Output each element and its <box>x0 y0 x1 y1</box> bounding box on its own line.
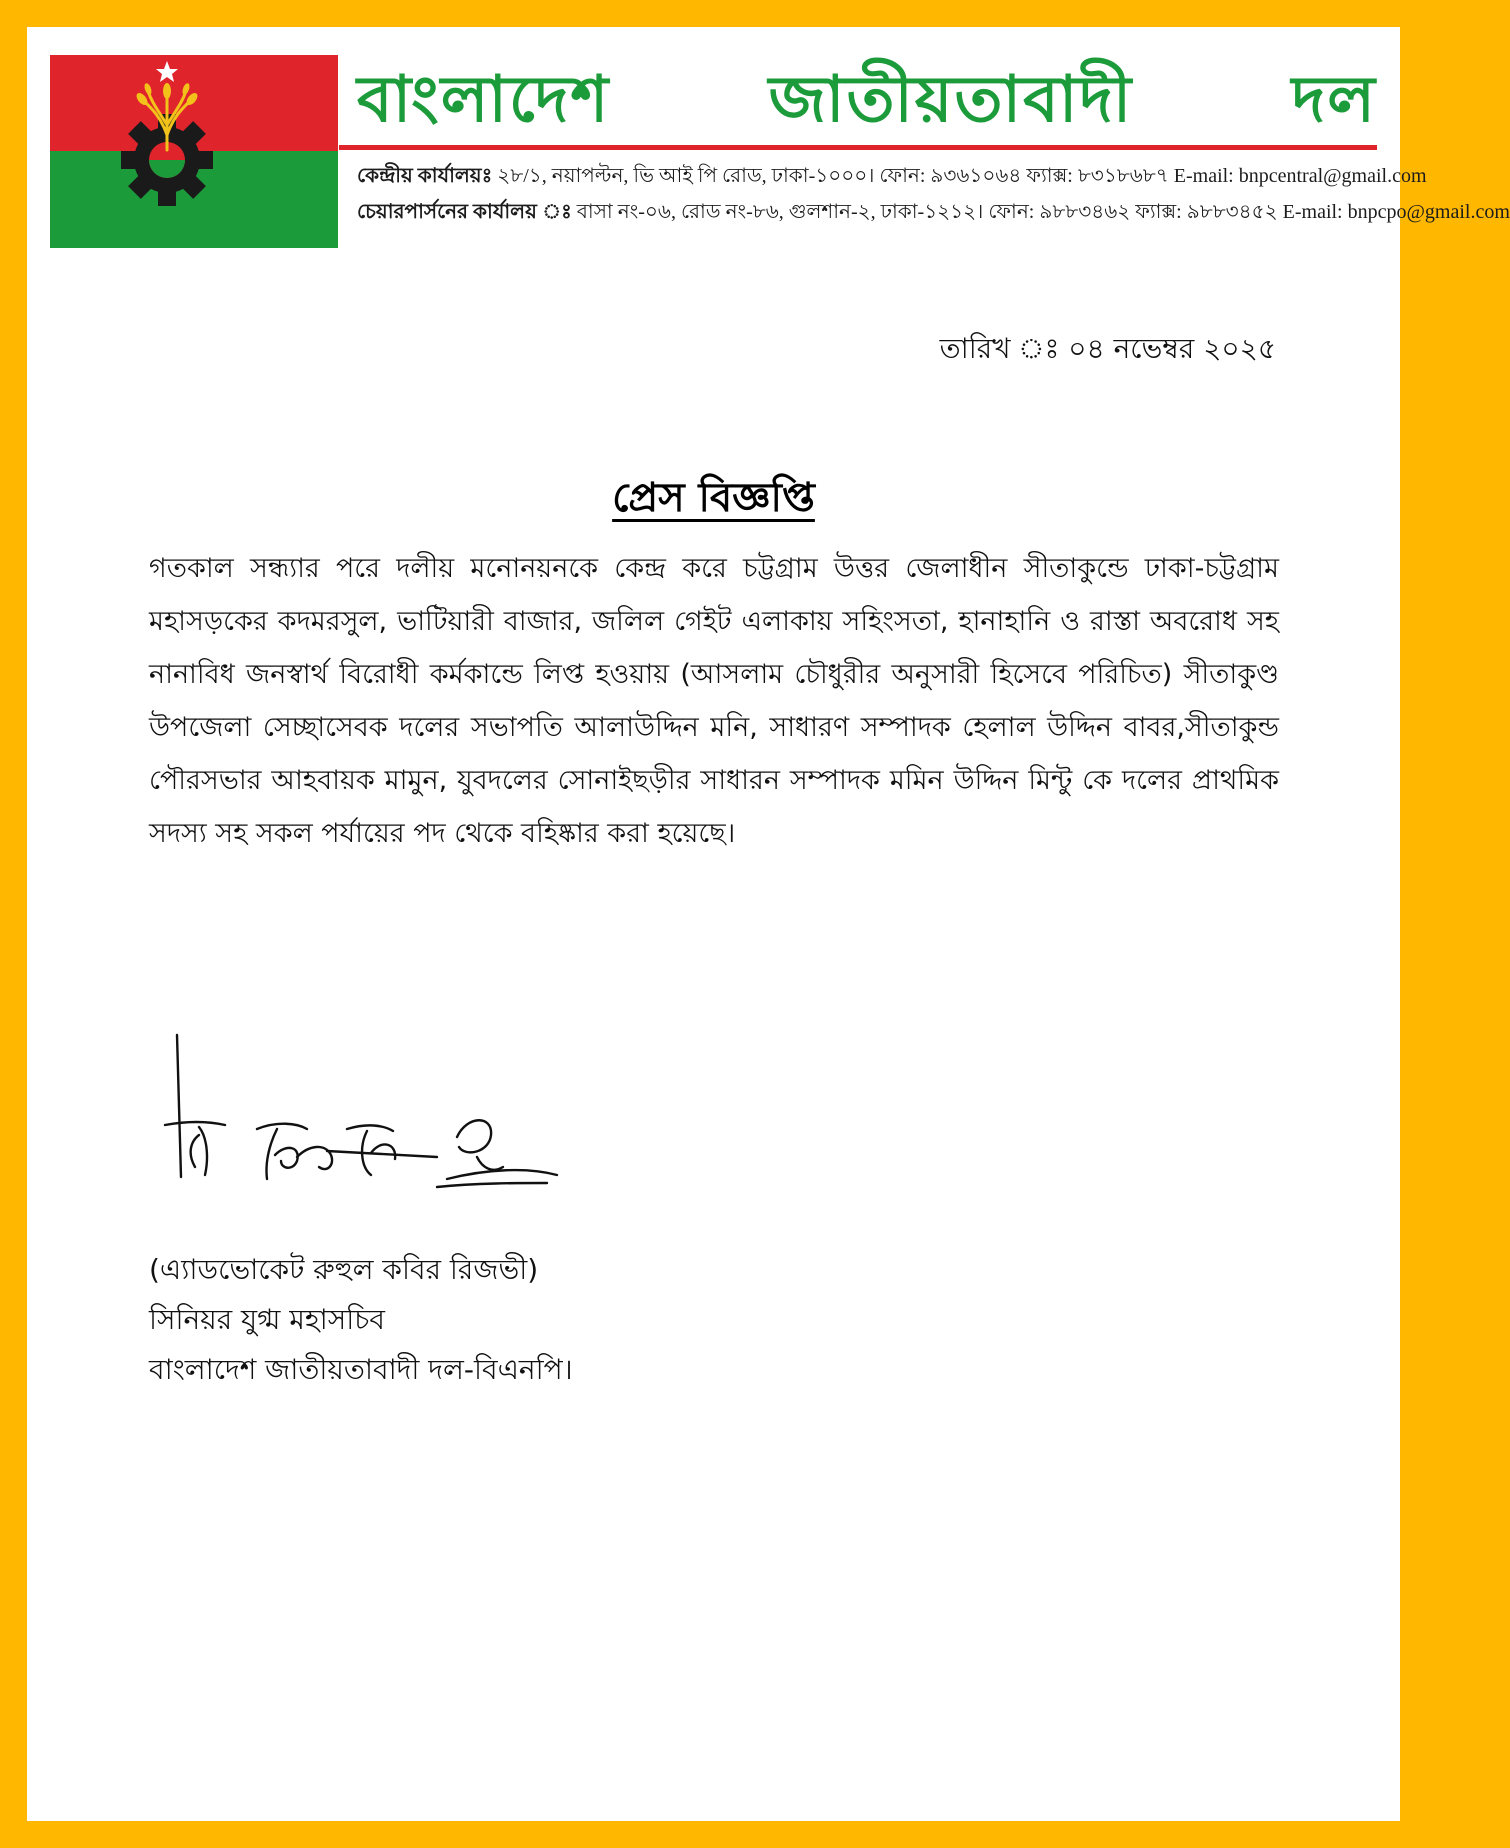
document-title <box>27 470 1400 526</box>
central-office-details: ২৮/১, নয়াপল্টন, ভি আই পি রোড, ঢাকা-১০০০। ফোন: ৯৩৬১০৬৪ ফ্যাক্স: ৮৩১৮৬৮৭ E-mail: bnpcentral@gmail.com <box>497 165 1427 187</box>
release-date: তারিখ ঃ ০৪ নভেম্বর ২০২৫ <box>939 332 1276 365</box>
document-title-text: প্রেস বিজ্ঞপ্তি <box>612 475 815 521</box>
signer-organization: বাংলাদেশ জাতীয়তাবাদী দল-বিএনপি। <box>149 1353 573 1386</box>
handwritten-signature <box>147 1017 587 1227</box>
party-name-heading: বাংলাদেশ জাতীয়তাবাদী দল <box>357 63 1377 137</box>
header-divider <box>339 145 1377 150</box>
central-office-contact <box>357 161 1427 191</box>
signer-name: (এ্যাডভোকেট রুহুল কবির রিজভী) <box>149 1253 539 1286</box>
party-flag-logo <box>50 55 338 248</box>
chairperson-office-contact <box>357 197 1510 227</box>
signer-block <box>149 1245 573 1395</box>
chairperson-office-details: বাসা নং-০৬, রোড নং-৮৬, গুলশান-২, ঢাকা-১২১২। ফোন: ৯৮৮৩৪৬২ ফ্যাক্স: ৯৮৮৩৪৫২ E-mail: bnpcpo@gmail.com <box>576 201 1510 223</box>
chairperson-office-label: চেয়ারপার্সনের কার্যালয় ঃ <box>357 201 572 223</box>
signer-designation: সিনিয়র যুগ্ম মহাসচিব <box>149 1303 385 1336</box>
press-release-page <box>27 27 1510 1821</box>
press-release-body: গতকাল সন্ধ্যার পরে দলীয় মনোনয়নকে কেন্দ্র করে চট্টগ্রাম উত্তর জেলাধীন সীতাকুন্ডে ঢাকা-চট্টগ্রাম মহাসড়কের কদমরসুল, ভাটিয়ারী বাজার, জলিল গেইট এলাকায় সহিংসতা, হানাহানি ও রাস্তা অবরোধ সহ নানাবিধ জনস্বার্থ বিরোধী কর্মকান্ডে লিপ্ত হওয়ায় (আসলাম চৌধুরীর অনুসারী হিসেবে পরিচিত) সীতাকুণ্ড উপজেলা সেচ্ছাসেবক দলের সভাপতি আলাউদ্দিন মনি, সাধারণ সম্পাদক হেলাল উদ্দিন বাবর,সীতাকুন্ড পৌরসভার আহবায়ক মামুন, যুবদলের সোনাইছড়ীর সাধারন সম্পাদক মমিন উদ্দিন মিন্টু কে দলের প্রাথমিক সদস্য সহ সকল পর্যায়ের পদ থেকে বহিষ্কার করা হয়েছে। <box>149 553 1279 849</box>
central-office-label: কেন্দ্রীয় কার্যালয়ঃ <box>357 165 493 187</box>
